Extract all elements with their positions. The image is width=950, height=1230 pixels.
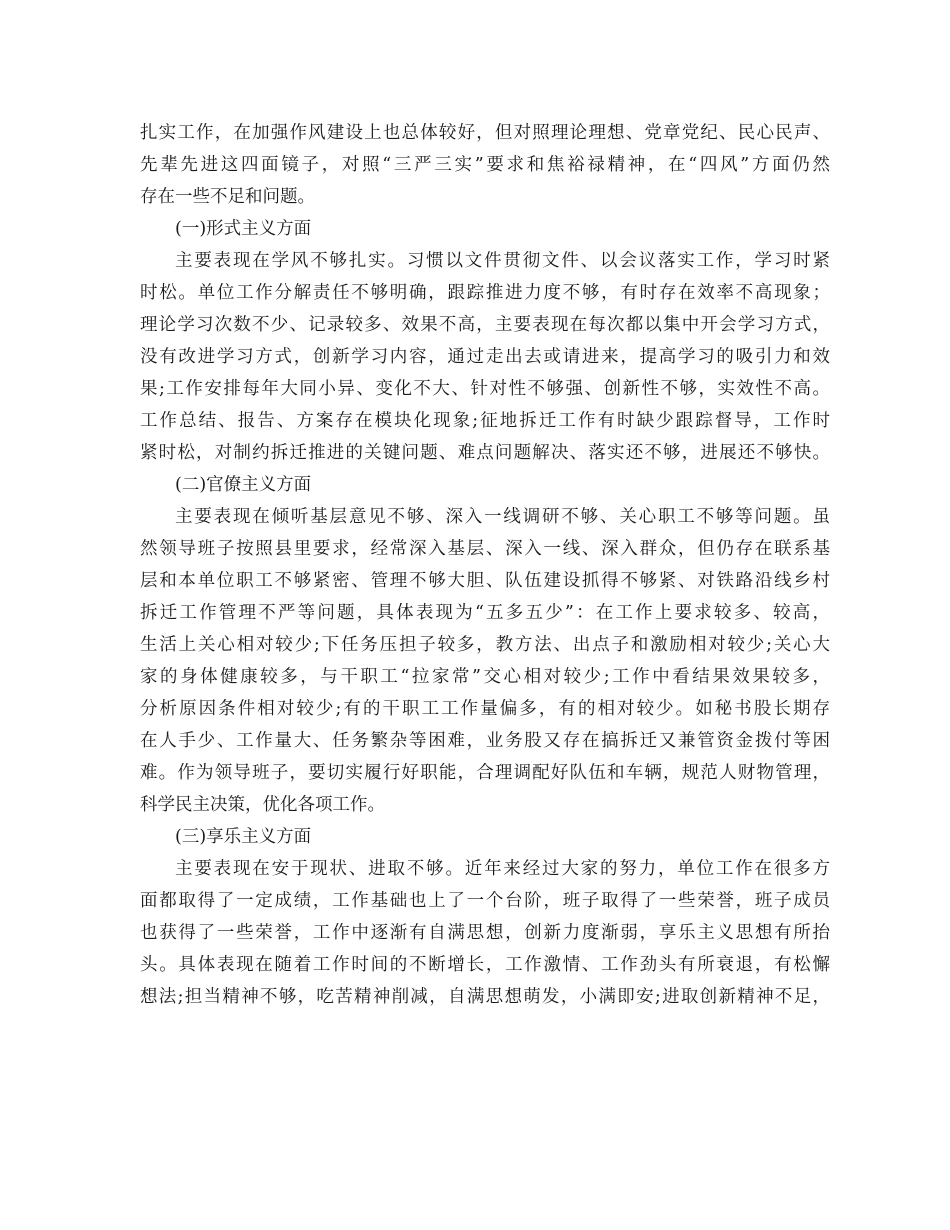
- text-line: 拆迁工作管理不严等问题，具体表现为“五多五少”：在工作上要求较多、较高，: [140, 603, 830, 623]
- text-line: 然领导班子按照县里要求，经常深入基层、深入一线、深入群众，但仍存在联系基: [140, 539, 830, 559]
- text-line: 面都取得了一定成绩，工作基础也上了一个台阶，班子取得了一些荣誉，班子成员: [140, 891, 830, 911]
- text-line: 想法;担当精神不够，吃苦精神削减，自满思想萌发，小满即安;进取创新精神不足，: [140, 987, 830, 1007]
- text-line: 层和本单位职工不够紧密、管理不够大胆、队伍建设抓得不够紧、对铁路沿线乡村: [140, 571, 830, 591]
- text-line: 时松。单位工作分解责任不够明确，跟踪推进力度不够，有时存在效率不高现象；: [140, 283, 830, 303]
- text-line: 生活上关心相对较少;下任务压担子较多，教方法、出点子和激励相对较少;关心大: [140, 635, 830, 655]
- text-line: 没有改进学习方式，创新学习内容，通过走出去或请进来，提高学习的吸引力和效: [140, 347, 830, 367]
- document-page: [140, 117, 830, 1013]
- text-line: 家的身体健康较多，与干职工“拉家常”交心相对较少;工作中看结果效果较多，: [140, 667, 830, 687]
- section-heading: (三)享乐主义方面: [175, 827, 312, 847]
- text-line: 科学民主决策，优化各项工作。: [140, 795, 385, 815]
- text-line: 工作总结、报告、方案存在模块化现象;征地拆迁工作有时缺少跟踪督导，工作时: [140, 411, 830, 431]
- text-line: 主要表现在安于现状、进取不够。近年来经过大家的努力，单位工作在很多方: [175, 859, 830, 879]
- text-line: 头。具体表现在随着工作时间的不断增长，工作激情、工作劲头有所衰退，有松懈: [140, 955, 830, 975]
- text-line: 分析原因条件相对较少;有的干职工工作量偏多，有的相对较少。如秘书股长期存: [140, 699, 830, 719]
- text-line: 主要表现在倾听基层意见不够、深入一线调研不够、关心职工不够等问题。虽: [175, 507, 830, 527]
- section-heading: (二)官僚主义方面: [175, 475, 312, 495]
- section-heading: (一)形式主义方面: [175, 219, 312, 239]
- text-line: 主要表现在学风不够扎实。习惯以文件贯彻文件、以会议落实工作，学习时紧: [175, 251, 830, 271]
- text-line: 存在一些不足和问题。: [140, 187, 315, 207]
- text-line: 先辈先进这四面镜子，对照“三严三实”要求和焦裕禄精神，在“四风”方面仍然: [140, 155, 830, 175]
- text-line: 难。作为领导班子，要切实履行好职能，合理调配好队伍和车辆，规范人财物管理，: [140, 763, 830, 783]
- text-line: 理论学习次数不少、记录较多、效果不高，主要表现在每次都以集中开会学习方式，: [140, 315, 830, 335]
- text-line: 果;工作安排每年大同小异、变化不大、针对性不够强、创新性不够，实效性不高。: [140, 379, 830, 399]
- text-line: 紧时松，对制约拆迁推进的关键问题、难点问题解决、落实还不够，进展还不够快。: [140, 443, 830, 463]
- text-line: 也获得了一些荣誉，工作中逐渐有自满思想，创新力度渐弱，享乐主义思想有所抬: [140, 923, 830, 943]
- text-line: 在人手少、工作量大、任务繁杂等困难，业务股又存在搞拆迁又兼管资金拨付等困: [140, 731, 830, 751]
- text-line: 扎实工作，在加强作风建设上也总体较好，但对照理论理想、党章党纪、民心民声、: [140, 123, 830, 143]
